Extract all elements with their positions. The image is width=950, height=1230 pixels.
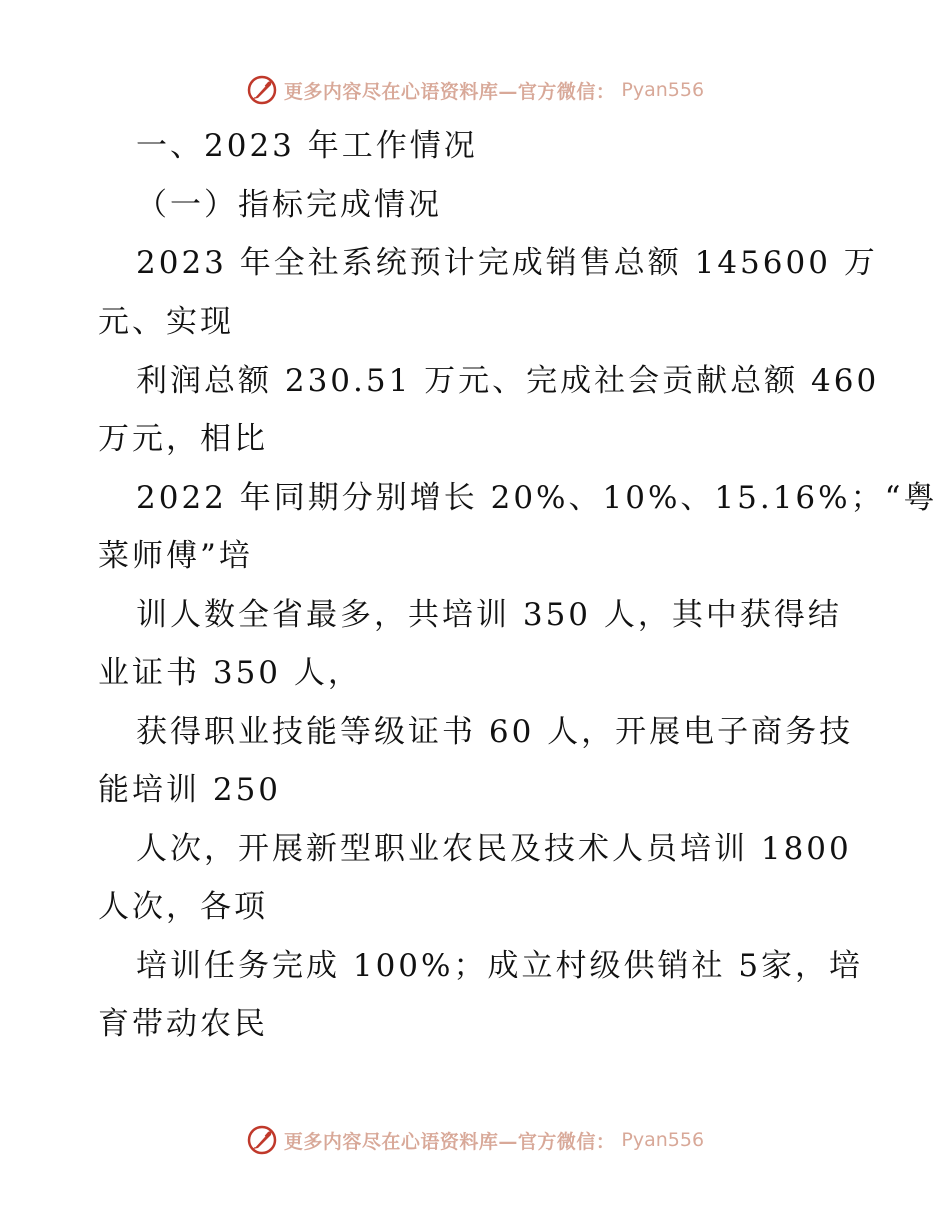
feather-pen-logo-icon <box>246 74 278 106</box>
paragraph-line: 训人数全省最多，共培训 350 人，其中获得结 <box>136 597 842 633</box>
paragraph-line: 能培训 250 <box>98 772 282 808</box>
paragraph-line: 菜师傅”培 <box>98 538 253 574</box>
paragraph-line: 获得职业技能等级证书 60 人，开展电子商务技 <box>136 714 854 750</box>
paragraph-line: 人次，各项 <box>98 889 268 925</box>
header-watermark <box>0 70 950 110</box>
paragraph-line: 万元，相比 <box>98 421 268 457</box>
watermark-wechat-id: Pyan556 <box>621 79 705 101</box>
paragraph-line: 利润总额 230.51 万元、完成社会贡献总额 460 <box>136 363 880 399</box>
watermark-wechat-id: Pyan556 <box>621 1129 705 1151</box>
paragraph-line: 2023 年全社系统预计完成销售总额 145600 万 <box>136 245 878 281</box>
paragraph-line: 业证书 350 人， <box>98 655 362 691</box>
section-heading: 一、2023 年工作情况 <box>136 128 478 164</box>
paragraph-line: 元、实现 <box>98 304 234 340</box>
watermark-text: 更多内容尽在心语资料库—官方微信： <box>283 1130 616 1153</box>
watermark-text: 更多内容尽在心语资料库—官方微信： <box>283 80 616 103</box>
footer-watermark <box>0 1120 950 1160</box>
paragraph-line: 人次，开展新型职业农民及技术人员培训 1800 <box>136 831 852 867</box>
feather-pen-logo-icon <box>246 1124 278 1156</box>
paragraph-line: 2022 年同期分别增长 20%、10%、15.16%；“粤 <box>136 480 938 516</box>
paragraph-line: 培训任务完成 100%；成立村级供销社 5家，培 <box>136 948 864 984</box>
subsection-heading: （一）指标完成情况 <box>136 187 442 223</box>
paragraph-line: 育带动农民 <box>98 1006 268 1042</box>
